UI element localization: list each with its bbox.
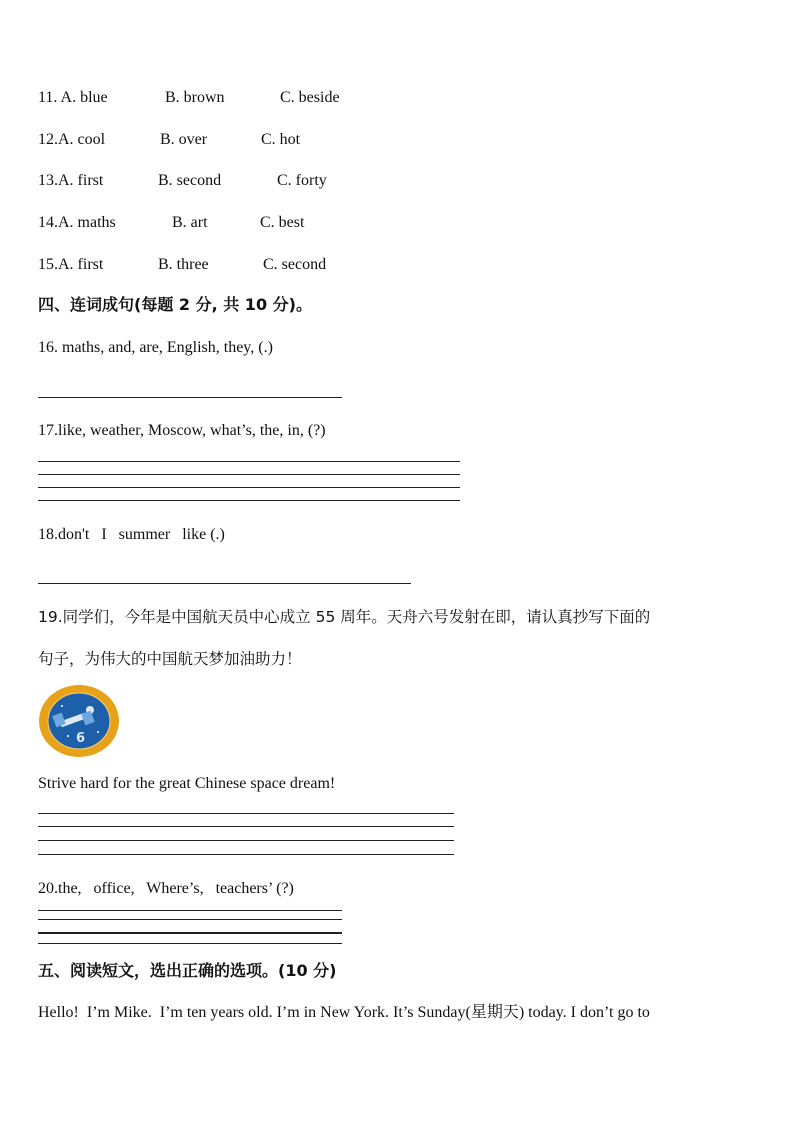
option-a: A. blue — [60, 89, 108, 106]
writing-line[interactable] — [38, 932, 342, 934]
option-a: A. first — [58, 256, 104, 273]
option-a: A. first — [58, 172, 104, 189]
option-a: A. cool — [58, 131, 106, 148]
question-13 — [38, 171, 103, 191]
option-c: C. beside — [280, 89, 340, 106]
writing-line[interactable] — [38, 943, 342, 944]
answer-line[interactable] — [38, 397, 342, 398]
question-11 — [38, 88, 108, 108]
question-14 — [38, 213, 116, 233]
reading-passage: Hello! I’m Mike. I’m ten years old. I’m in New York. It’s Sunday(星期天) today. I don’t go to — [38, 1004, 650, 1021]
writing-line[interactable] — [38, 854, 454, 855]
writing-line[interactable] — [38, 919, 342, 920]
writing-line[interactable] — [38, 487, 460, 488]
question-number: 14. — [38, 214, 58, 231]
answer-line[interactable] — [38, 583, 411, 584]
option-c: C. forty — [277, 172, 327, 189]
question-number: 11. — [38, 89, 61, 106]
option-b: B. art — [172, 214, 208, 231]
mission-badge-icon — [38, 684, 120, 758]
section-4-heading: 四、连词成句(每题 2 分, 共 10 分)。 — [38, 295, 312, 314]
option-a: A. maths — [58, 214, 116, 231]
option-b: B. over — [160, 131, 208, 148]
option-c: C. hot — [261, 131, 301, 148]
option-b: B. three — [158, 256, 209, 273]
question-16: 16. maths, and, are, English, they, (.) — [38, 339, 273, 356]
copy-sentence: Strive hard for the great Chinese space dream! — [38, 775, 336, 792]
writing-line[interactable] — [38, 474, 460, 475]
question-12 — [38, 130, 105, 150]
question-17: 17.like, weather, Moscow, what’s, the, in, (?) — [38, 422, 326, 439]
question-20: 20.the, office, Where’s, teachers’ (?) — [38, 880, 294, 897]
writing-line[interactable] — [38, 840, 454, 841]
question-19-line1: 19.同学们，今年是中国航天员中心成立 55 周年。天舟六号发射在即，请认真抄写下面的 — [38, 608, 651, 626]
question-number: 15. — [38, 256, 58, 273]
writing-line[interactable] — [38, 813, 454, 814]
writing-line[interactable] — [38, 910, 342, 911]
question-number: 13. — [38, 172, 58, 189]
option-c: C. second — [263, 256, 327, 273]
question-18: 18.don't I summer like (.) — [38, 526, 225, 543]
writing-line[interactable] — [38, 500, 460, 501]
section-5-heading: 五、阅读短文，选出正确的选项。(10 分) — [38, 961, 337, 980]
question-number: 12. — [38, 131, 58, 148]
svg-text:6: 6 — [76, 731, 86, 746]
option-c: C. best — [260, 214, 305, 231]
question-15 — [38, 255, 103, 275]
writing-line[interactable] — [38, 461, 460, 462]
option-b: B. brown — [165, 89, 225, 106]
option-b: B. second — [158, 172, 222, 189]
writing-line[interactable] — [38, 826, 454, 827]
question-19-line2: 句子，为伟大的中国航天梦加油助力！ — [38, 650, 302, 668]
